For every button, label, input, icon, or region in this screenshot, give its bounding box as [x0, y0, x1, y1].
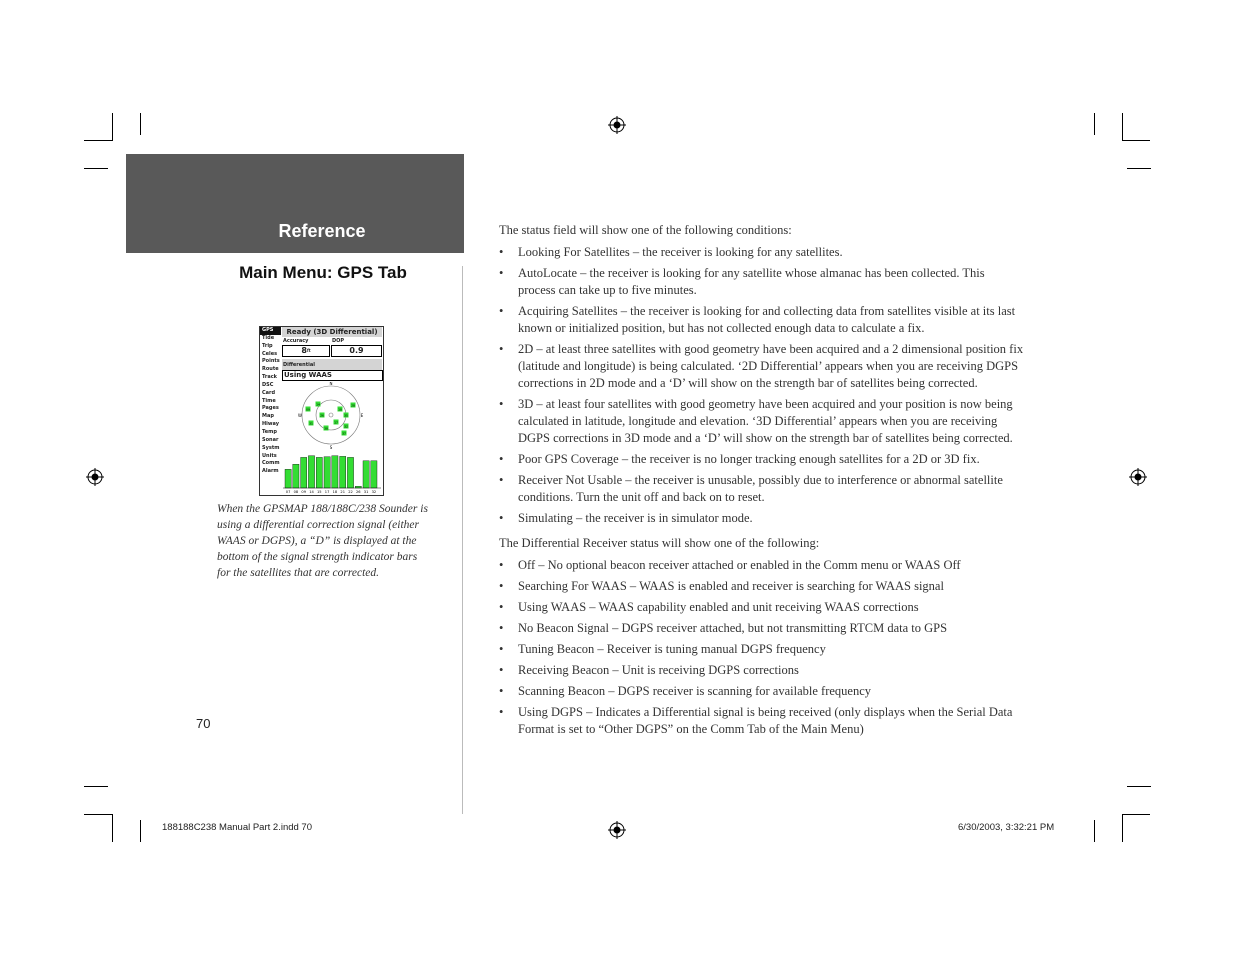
- gps-device-screen: [259, 326, 384, 496]
- list-item-text: Using WAAS – WAAS capability enabled and unit receiving WAAS corrections: [518, 600, 919, 614]
- list-item-text: Scanning Beacon – DGPS receiver is scanning for available frequency: [518, 684, 872, 698]
- device-menu-item: Tide: [262, 334, 275, 341]
- bar-label: 15: [317, 490, 322, 494]
- list-item-text: Simulating – the receiver is in simulator mode.: [518, 511, 753, 525]
- figure-caption: When the GPSMAP 188/188C/238 Sounder is using a differential correction signal (either WAAS or DGPS), a “D” is displayed at the bottom of the signal strength indicator bars for the satellites that are corrected.: [217, 503, 428, 579]
- bullet-icon: •: [499, 266, 504, 280]
- device-menu-item: GPS: [260, 327, 281, 335]
- column-divider: [462, 266, 463, 814]
- device-menu-item: Points: [262, 358, 280, 365]
- list-item-text: Receiver Not Usable – the receiver is unusable, possibly due to interference or abnormal satellite conditions. Turn the unit off and back on to reset.: [518, 473, 1003, 504]
- satellite-id: 26: [320, 413, 324, 418]
- list-item-text: 2D – at least three satellites with good geometry have been acquired and a 2 dimensional position fix (latitude and longitude) is being calculated. ‘2D Differential’ appears when you are receiving DGPS corrections in 2D mode and a ‘D’ will show on the strength bar of satellites being corrected.: [518, 342, 1024, 390]
- status-intro: The status field will show one of the following conditions:: [499, 223, 792, 237]
- compass-west: W: [298, 413, 302, 418]
- list-item-text: Tuning Beacon – Receiver is tuning manual DGPS frequency: [518, 642, 826, 656]
- list-item-text: AutoLocate – the receiver is looking for any satellite whose almanac has been collected. This process can take up to five minutes.: [518, 266, 985, 297]
- list-item: [499, 303, 1024, 337]
- satellite-id: 32: [344, 424, 348, 429]
- differential-value: Using WAAS: [282, 370, 383, 381]
- bullet-icon: •: [499, 397, 504, 411]
- bullet-icon: •: [499, 342, 504, 356]
- list-item: [499, 396, 1024, 447]
- device-menu-item: Route: [262, 366, 279, 373]
- list-item-text: Poor GPS Coverage – the receiver is no longer tracking enough satellites for a 2D or 3D fix.: [518, 452, 980, 466]
- bullet-icon: •: [499, 558, 504, 572]
- dop-value: 0.9: [349, 346, 364, 355]
- signal-strength-bars: [282, 451, 382, 495]
- accuracy-unit: ft: [306, 348, 311, 353]
- signal-bar: [340, 456, 346, 488]
- device-menu-item: Alarm: [262, 468, 279, 475]
- list-item: [499, 510, 1024, 527]
- satellite-id: 17: [334, 420, 338, 425]
- bar-label: 32: [371, 490, 377, 494]
- satellite-id: 37: [342, 431, 346, 436]
- device-menu-item: Card: [262, 389, 276, 396]
- bullet-icon: •: [499, 452, 504, 466]
- bar-label: 14: [309, 490, 314, 494]
- device-menu-item: Celes: [262, 350, 278, 357]
- device-menu: [260, 327, 281, 495]
- accuracy-value: 8: [301, 346, 307, 355]
- status-list: [499, 244, 1024, 527]
- device-menu-item: Hiway: [262, 421, 279, 428]
- satellite-id: 35: [344, 413, 348, 418]
- bullet-icon: •: [499, 579, 504, 593]
- list-item-text: Using DGPS – Indicates a Differential signal is being received (only displays when the Serial Data Format is set to “Other DGPS” on the Comm Tab of the Main Menu): [518, 705, 1013, 736]
- list-item: [499, 641, 1024, 658]
- list-item-text: No Beacon Signal – DGPS receiver attached, but not transmitting RTCM data to GPS: [518, 621, 948, 635]
- satellite-id: 18: [338, 407, 342, 412]
- bullet-icon: •: [499, 511, 504, 525]
- signal-bar: [332, 456, 338, 488]
- signal-bar: [293, 464, 299, 488]
- signal-bar: [347, 457, 353, 488]
- bar-label: 21: [340, 490, 345, 494]
- accuracy-field: [282, 345, 330, 357]
- list-item: [499, 265, 1024, 299]
- device-menu-item: Temp: [262, 428, 277, 435]
- differential-label: Differential: [283, 362, 315, 368]
- differential-list: [499, 557, 1024, 738]
- bar-label: 07: [285, 490, 291, 494]
- list-item: [499, 557, 1024, 574]
- bullet-icon: •: [499, 245, 504, 259]
- bullet-icon: •: [499, 684, 504, 698]
- device-menu-item: Sonar: [262, 436, 279, 443]
- list-item: [499, 244, 1024, 261]
- list-item: [499, 704, 1024, 738]
- device-menu-item: Track: [262, 374, 277, 381]
- gps-status: Ready (3D Differential): [282, 327, 382, 337]
- bar-label: 09: [301, 490, 306, 494]
- signal-bar: [355, 486, 361, 488]
- list-item: [499, 620, 1024, 637]
- device-menu-item: Systm: [262, 444, 280, 451]
- bar-label: 26: [356, 490, 361, 494]
- bullet-icon: •: [499, 705, 504, 719]
- list-item: [499, 578, 1024, 595]
- list-item-text: 3D – at least four satellites with good geometry have been acquired and your position is now being calculated in latitude, longitude and elevation. ‘3D Differential’ appears when you are receiving DGPS corrections in 3D mode and a ‘D’ will show on the strength bar of satellites being corrected.: [518, 397, 1013, 445]
- list-item-text: Looking For Satellites – the receiver is looking for any satellites.: [518, 245, 843, 259]
- bullet-icon: •: [499, 304, 504, 318]
- signal-bar: [363, 461, 369, 488]
- device-menu-item: Pages: [262, 405, 279, 412]
- page-number: 70: [196, 716, 211, 731]
- device-menu-item: Time: [262, 397, 276, 404]
- satellite-id: 31: [309, 421, 313, 426]
- list-item-text: Acquiring Satellites – the receiver is looking for and collecting data from satellites visible at its last known or initialized position, but has not collected enough data to calculate a fix.: [518, 304, 1016, 335]
- list-item-text: Off – No optional beacon receiver attached or enabled in the Comm menu or WAAS Off: [518, 558, 961, 572]
- list-item: [499, 472, 1024, 506]
- signal-bar: [371, 461, 377, 488]
- registration-mark-icon: [608, 821, 626, 839]
- dop-field: [331, 345, 382, 357]
- bar-label: 22: [348, 490, 353, 494]
- list-item: [499, 599, 1024, 616]
- bar-label: 18: [332, 490, 338, 494]
- signal-bar: [324, 457, 330, 488]
- satellite-id: 09: [306, 407, 310, 412]
- list-item: [499, 341, 1024, 392]
- signal-bar: [316, 457, 322, 488]
- device-menu-item: Comm: [262, 460, 280, 467]
- compass-south: S: [329, 445, 333, 450]
- section-heading: Reference: [278, 221, 366, 241]
- registration-mark-icon: [608, 116, 626, 134]
- bullet-icon: •: [499, 473, 504, 487]
- footer-timestamp: 6/30/2003, 3:32:21 PM: [958, 822, 1055, 833]
- bullet-icon: •: [499, 663, 504, 677]
- bar-label: 17: [324, 490, 330, 494]
- main-content: [499, 222, 1024, 746]
- device-menu-item: DSC: [262, 381, 274, 388]
- satellite-sky-view: [282, 382, 382, 450]
- device-menu-item: Trip: [262, 342, 273, 349]
- list-item: [499, 683, 1024, 700]
- footer-file: 188188C238 Manual Part 2.indd 70: [162, 822, 313, 833]
- compass-north: N: [329, 382, 333, 386]
- satellite-id: 28: [351, 403, 355, 408]
- accuracy-label: Accuracy: [283, 338, 309, 344]
- bullet-icon: •: [499, 621, 504, 635]
- device-menu-item: Map: [262, 413, 274, 420]
- satellite-id: 14: [316, 402, 320, 407]
- registration-mark-icon: [1129, 468, 1147, 486]
- differential-intro: The Differential Receiver status will show one of the following:: [499, 536, 820, 550]
- bar-label: 31: [363, 490, 369, 494]
- list-item: [499, 451, 1024, 468]
- list-item: [499, 662, 1024, 679]
- page-title: Main Menu: GPS Tab: [239, 263, 407, 282]
- bullet-icon: •: [499, 600, 504, 614]
- bar-label: 08: [293, 490, 299, 494]
- signal-bar: [308, 456, 314, 488]
- device-menu-item: Units: [262, 452, 277, 459]
- list-item-text: Searching For WAAS – WAAS is enabled and receiver is searching for WAAS signal: [518, 579, 944, 593]
- dop-label: DOP: [332, 338, 345, 344]
- satellite-id: 38: [324, 426, 328, 431]
- list-item-text: Receiving Beacon – Unit is receiving DGPS corrections: [518, 663, 799, 677]
- registration-mark-icon: [86, 468, 104, 486]
- signal-bar: [301, 457, 307, 488]
- compass-east: E: [360, 413, 364, 418]
- signal-bar: [285, 469, 291, 488]
- bullet-icon: •: [499, 642, 504, 656]
